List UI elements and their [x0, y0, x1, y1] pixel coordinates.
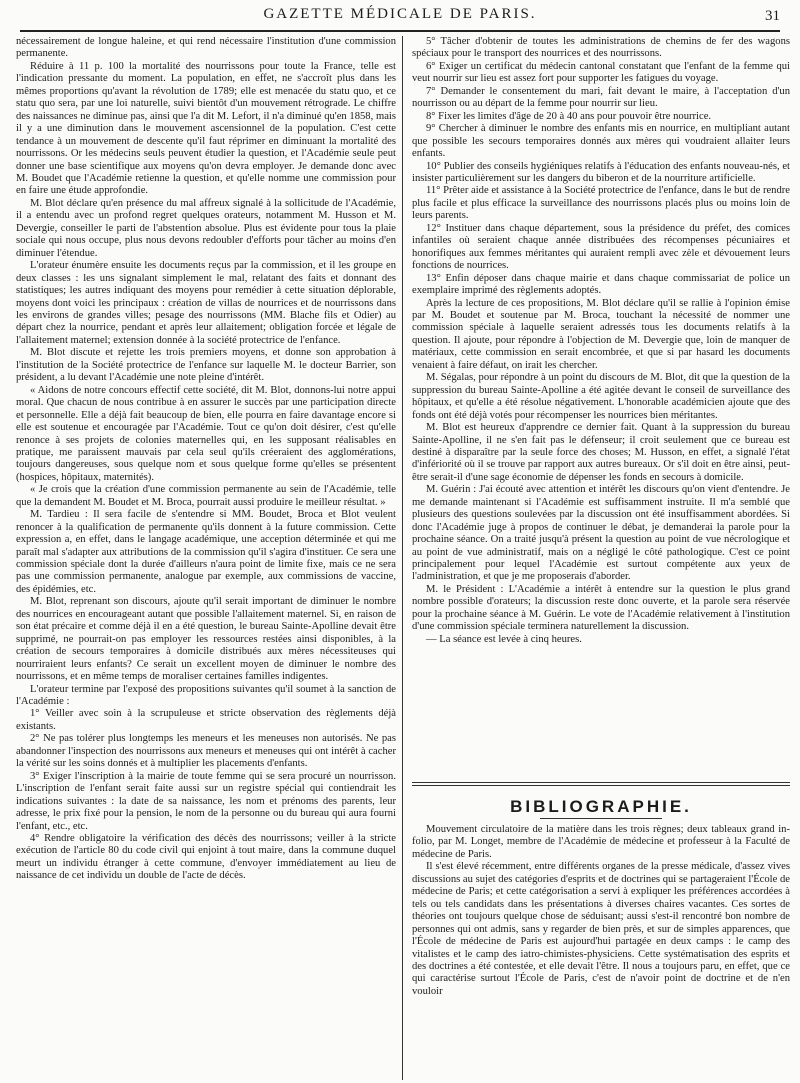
paragraph: nécessairement de longue haleine, et qui rend nécessaire l'institution d'une commission permanente. [16, 36, 396, 60]
paragraph: 2° Ne pas tolérer plus longtemps les meneurs et les meneuses non autorisés. Ne pas abandonner l'inspection des nourrissons aux meneurs et meneuses qui ont intérêt à cacher la vérité sur les soins donnés et à multiplier les placements d'enfants. [16, 733, 396, 770]
paragraph: M. Blot discute et rejette les trois premiers moyens, et donne son approbation à l'institution de la Société protectrice de l'enfance sur laquelle M. le docteur Barrier, son président, a lu devant l'Académie une note pleine d'intérêt. [16, 347, 396, 384]
paragraph: M. Blot est heureux d'apprendre ce dernier fait. Quant à la suppression du bureau Sainte-Apolline, il ne s'en fait pas le défenseur; il croit seulement que ce bureau est destiné à disparaître par la seule force des choses; M. Husson, en effet, a signalé l'état d'infériorité où il se trouve par rapport aux autres bureaux. Or s'il doit en être ainsi, peut-être serait-il d'une sage économie de dépenser les fonds en secours à domicile. [412, 422, 790, 483]
right-column-top [412, 36, 790, 777]
page-number: 31 [765, 8, 780, 24]
paragraph: M. le Président : L'Académie a intérêt à entendre sur la question le plus grand nombre possible d'orateurs; la discussion reste donc ouverte, et la parole sera réservée pour la prochaine séance à M. Guérin. Le vote de l'Académie relativement à l'institution d'une commission spéciale terminera naturellement la discussion. [412, 583, 790, 633]
paragraph: Mouvement circulatoire de la matière dans les trois règnes; deux tableaux grand in-folio, par M. Longet, membre de l'Académie de médecine et professeur à la Faculté de médecine de Paris. [412, 824, 790, 860]
paragraph: M. Guérin : J'ai écouté avec attention et intérêt les discours qu'on vient d'entendre. Je me demande maintenant si l'Académie est suffisamment instruite. Il m'a semblé que plusieurs des questions soulevées par la discussion ont été insuffisamment abordées. Si donc l'Académie juge à propos de continuer le débat, je demanderai la parole pour la prochaine séance. On a traité jusqu'à présent la question au point de vue nécrologique et au point de vue administratif, mais on a négligé le côté pathologique. C'est ce point principalement pour lequel l'Académie est surtout compétente aux yeux de l'administration, et que je me proposerais d'aborder. [412, 484, 790, 583]
paragraph: M. Ségalas, pour répondre à un point du discours de M. Blot, dit que la question de la suppression du bureau Sainte-Apolline a été agitée devant le conseil de surveillance des hôpitaux, et qu'elle a été résolue négativement. L'honorable académicien ajoute que des fonds ont été déjà votés pour récompenser les nourrices bien méritantes. [412, 372, 790, 421]
paragraph: 7° Demander le consentement du mari, fait devant le maire, à l'acceptation d'un nourrisson ou au départ de la femme pour nourrir sur lieu. [412, 85, 790, 110]
paragraph: M. Tardieu : Il sera facile de s'entendre si MM. Boudet, Broca et Blot veulent renoncer à la qualification de permanente qu'ils donnent à la future commission. Cette expression a, en effet, dans le langage académique, une acception déterminée et qui me paraît mal s'adapter aux attributions de la commission qu'il s'agira d'instituer. Ce sera une commission spéciale dont la durée d'ailleurs n'aura point de limite fixe, mais ce ne sera pas une commission permanente, analogue par exemple, aux commissions de vaccine, des épidémies, etc. [16, 509, 396, 595]
paragraph: Après la lecture de ces propositions, M. Blot déclare qu'il se rallie à l'opinion émise par M. Boudet et soutenue par M. Broca, touchant la nécessité de nommer une commission spéciale à laquelle seraient adressés tous les documents relatifs à la question. Il ajoute, pour répondre à l'objection de M. Devergie que, loin de manquer de matériaux, cette commission en serait encombrée, et que si par hasard les documents venaient à faire défaut, on irait les chercher. [412, 297, 790, 371]
paragraph: 6° Exiger un certificat du médecin cantonal constatant que l'enfant de la femme qui veut nourrir sur lieu est assez fort pour supporter les fatigues du voyage. [412, 60, 790, 85]
paragraph: 12° Instituer dans chaque département, sous la présidence du préfet, des comices infantiles où seraient chaque année distribuées des récompenses pécuniaires et honorifiques aux femmes méritantes qui auraient rempli avec zèle et dévouement leurs fonctions de nourrices. [412, 222, 790, 272]
section-heading: BIBLIOGRAPHIE. [510, 797, 692, 816]
section-rule [412, 785, 790, 786]
paragraph: 9° Chercher à diminuer le nombre des enfants mis en nourrice, en multipliant autant que possible les secours temporaires donnés aux mères qui voudraient allaiter leurs enfants. [412, 123, 790, 160]
heading-underline [540, 818, 662, 819]
paragraph: L'orateur énumère ensuite les documents reçus par la commission, et il les groupe en deux classes : les uns signalant simplement le mal, relatant des faits et donnant des statistiques; les autres indiquant des moyens pour remédier à cette situation déplorable, moyens dont voici les principaux : création de villas de nourrices et de nourrissons dans les environs de grandes villes; pesage des nourrissons (MM. Blache fils et Odier) au départ chez la nourrice, pendant et après leur allaitement; obligation forcée et légale de l'allaitement maternel; extension donnée à la société protectrice de l'enfance. [16, 260, 396, 346]
left-column [16, 36, 396, 1080]
journal-title: GAZETTE MÉDICALE DE PARIS. [263, 6, 537, 22]
paragraph: 13° Enfin déposer dans chaque mairie et dans chaque commissariat de police un exemplaire imprimé des règlements adoptés. [412, 272, 790, 297]
page-header [20, 6, 780, 28]
paragraph: L'orateur termine par l'exposé des propositions suivantes qu'il soumet à la sanction de l'Académie : [16, 683, 396, 708]
paragraph: 11° Prêter aide et assistance à la Société protectrice de l'enfance, dans le but de rendre plus facile et plus efficace la surveillance des nourrissons placés plus ou moins loin de leurs parents. [412, 185, 790, 222]
right-column-bottom [412, 824, 790, 1080]
column-divider [402, 36, 403, 1080]
paragraph: 5° Tâcher d'obtenir de toutes les administrations de chemins de fer des wagons spéciaux pour le transport des nourrices et des nourrissons. [412, 36, 790, 60]
paragraph: 8° Fixer les limites d'âge de 20 à 40 ans pour pouvoir être nourrice. [426, 110, 712, 122]
paragraph: Réduire à 11 p. 100 la mortalité des nourrissons pour toute la France, telle est l'indication pressante du moment. La population, en effet, ne s'accroît plus dans les mêmes proportions qu'avant la révolution de 1789; elle est menacée du statu quo, et ce statu quo sera, par une loi naturelle, suivi bientôt d'un mouvement rétrograde. Le chiffre des naissances ne diminue pas, ainsi que l'a dit M. Lefort, il n'a diminué qu'en 1858, mais il y a une diminution dans le mouvement ascensionnel de la population. C'est cette tendance à un mouvement de descente qu'il faut réprimer en diminuant la mortalité des nourrissons. Or les médecins seuls peuvent étudier la question, et l'Académie seule peut donner une base scientifique aux moyens qu'on devra employer. Je demande donc avec M. Boudet que l'Académie retienne la question, et qu'elle nomme une commission pour en faire une étude approfondie. [16, 60, 396, 197]
paragraph: « Aidons de notre concours effectif cette société, dit M. Blot, donnons-lui notre appui moral. Que chacun de nous contribue à en assurer le succès par une participation directe et personnelle. Elle a déjà fait beaucoup de bien, elle pourra en faire davantage encore si elle est soutenue et encouragée par l'Académie. Tout ce qu'on doit désirer, c'est qu'elle renonce à ses projets de colonies maternelles qui, en les supposant réalisables en pratique, me paraissent mauvais par cela seul qu'ils créeraient des agglomérations, toujours dangereuses, sous quelque nom et sous quelque forme qu'elles se présentent (hospices, hôpitaux, maternités). [16, 384, 396, 483]
paragraph: « Je crois que la création d'une commission permanente au sein de l'Académie, telle que la demandent M. Boudet et M. Broca, pourrait aussi produire le meilleur résultat. » [16, 484, 396, 508]
paragraph: 4° Rendre obligatoire la vérification des décès des nourrissons; veiller à la stricte exécution de l'article 80 du code civil qui enjoint à tout maire, dans la commune duquel meurt un individu étranger à cette commune, d'envoyer immédiatement au lieu de naissance de cet individu un double de l'acte de décès. [16, 833, 396, 882]
paragraph: 1° Veiller avec soin à la scrupuleuse et stricte observation des règlements déjà existants. [16, 708, 396, 732]
section-rule [412, 782, 790, 783]
paragraph: 10° Publier des conseils hygiéniques relatifs à l'éducation des enfants nouveau-nés, et insister particulièrement sur les dangers du biberon et de la nourriture artificielle. [412, 160, 790, 184]
header-rule [20, 30, 780, 32]
paragraph: Il s'est élevé récemment, entre différents organes de la presse médicale, d'assez vives discussions au sujet des catégories d'esprits et de doctrines qui se partageraient l'École de médecine de Paris; et cette catégorisation a servi à expliquer les préférences accordées à tels ou tels candidats dans les présentations à diverses chaires vacantes. Ces sortes de théories ont toujours quelque chose de séduisant; aussi s'est-il rencontré bon nombre de personnes qui ont admis, sans y regarder de bien près, et sur de simples apparences, que l'École de médecine de Paris est aujourd'hui partagée en deux camps : le camp des vitalistes et le camp des iatro-chimistes-physiciens. Cette systématisation des esprits et des doctrines a été contestée, et elle devait l'être. Il nous a toujours paru, en effet, que ce qui caractérise surtout l'École de Paris, c'est de n'avoir point de doctrine et de n'en vouloir [412, 861, 790, 997]
paragraph: 3° Exiger l'inscription à la mairie de toute femme qui se sera procuré un nourrisson. L'inscription de l'enfant serait faite aussi sur un registre spécial qui contiendrait les indications suivantes : la date de sa naissance, les nom et prénoms des parents, leur adresse, le prix fixé pour la pension, le nom de la personne ou du bureau qui aura fourni l'enfant, etc., etc. [16, 770, 396, 832]
paragraph: M. Blot déclare qu'en présence du mal affreux signalé à la sollicitude de l'Académie, il a entendu avec un profond regret quelques orateurs, notamment M. Husson et M. Devergie, conseiller le parti de l'abstention absolue. Plus est évidente pour tous la plaie sociale qui nous occupe, plus nous devons redoubler d'efforts pour tâcher au moins d'en diminuer l'étendue. [16, 197, 396, 259]
paragraph: M. Blot, reprenant son discours, ajoute qu'il serait important de diminuer le nombre des nourrices en encourageant autant que possible l'allaitement maternel. Si, en raison de son état précaire et comme déjà il en a été question, le bureau Sainte-Apolline devait être supprimé, ne pourrait-on pas employer les ressources restées ainsi disponibles, à la création de secours temporaires à domicile distribués aux mères nécessiteuses qui nourriraient leurs enfants? Ce serait un excellent moyen de diminuer le nombre des nourrissons, et en même temps de moraliser certaines familles indigentes. [16, 596, 396, 683]
paragraph: — La séance est levée à cinq heures. [426, 633, 582, 645]
